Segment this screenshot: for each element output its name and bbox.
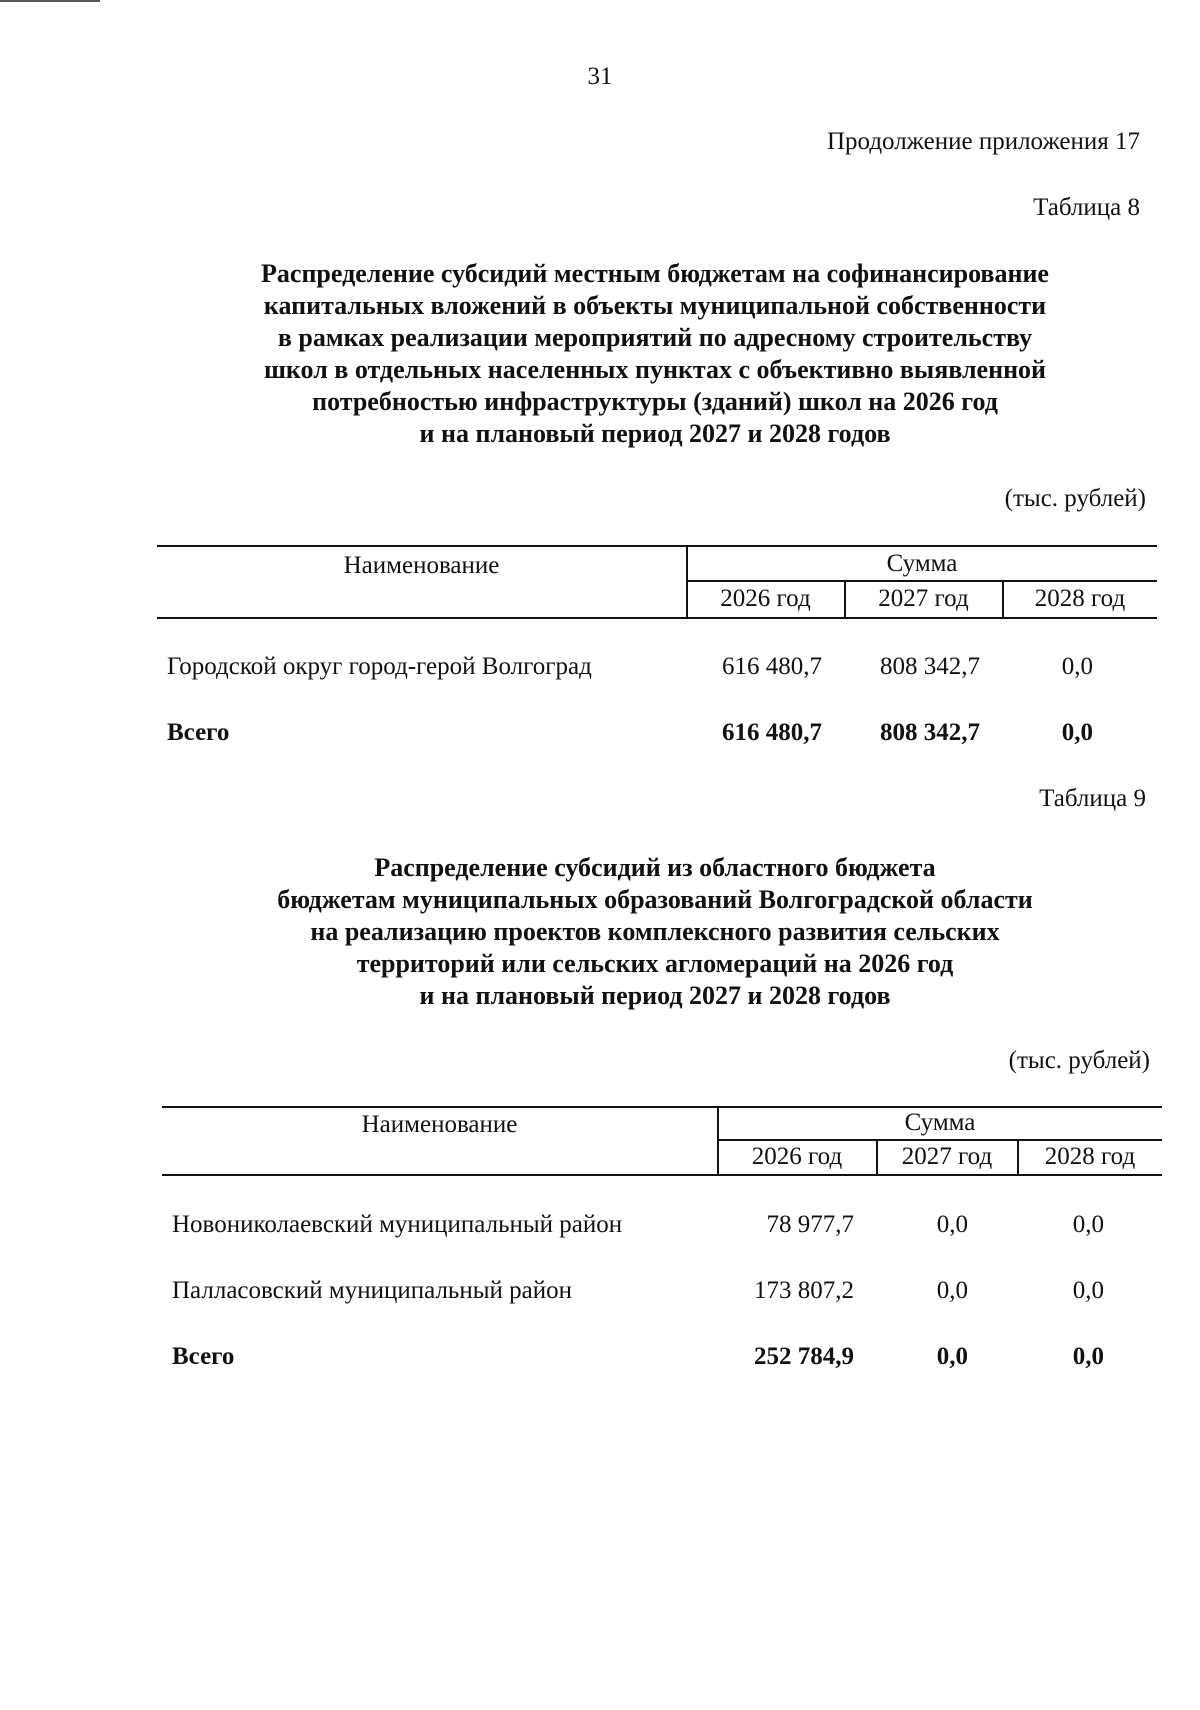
table9-title [110, 852, 1200, 1012]
table9-header-year: 2027 год [901, 1143, 993, 1170]
table8-row-value: 0,0 [1061, 653, 1093, 680]
table8-header-year: 2028 год [1034, 585, 1126, 612]
table9-title-line: территорий или сельских агломераций на 2026 год [356, 949, 954, 978]
table9-title-line: Распределение субсидий из областного бюджета [374, 853, 936, 882]
table9-total-label: Всего [172, 1343, 235, 1370]
table9-total-value: 0,0 [1072, 1343, 1104, 1370]
table9-title-line: бюджетам муниципальных образований Волгоградской области [277, 885, 1033, 914]
table8-sum-rule [687, 580, 1157, 582]
table9-row-name: Палласовский муниципальный район [172, 1277, 572, 1304]
table8-total-value: 616 480,7 [722, 719, 822, 746]
table9-row-value: 173 807,2 [754, 1277, 854, 1304]
table8-total-label: Всего [167, 719, 230, 746]
table8-title-line: школ в отдельных населенных пунктах с объективно выявленной [263, 355, 1047, 384]
table8-header-year: 2026 год [720, 585, 811, 612]
table9-row-value: 0,0 [936, 1277, 968, 1304]
table9-title-line: и на плановый период 2027 и 2028 годов [419, 981, 891, 1010]
table9-total-value: 252 784,9 [754, 1343, 854, 1370]
table8-header-name: Наименование [343, 552, 500, 579]
table9-row-name: Новониколаевский муниципальный район [172, 1211, 623, 1238]
table9-row-value: 0,0 [1072, 1211, 1104, 1238]
table9-header-name: Наименование [361, 1111, 518, 1138]
table9-units: (тыс. рублей) [1008, 1047, 1150, 1074]
table9-label: Таблица 9 [1039, 785, 1146, 812]
table8-title-line: капитальных вложений в объекты муниципальной собственности [263, 291, 1047, 320]
table8-title [110, 258, 1200, 450]
table9-row-value: 0,0 [936, 1211, 968, 1238]
table8-row-value: 808 342,7 [880, 653, 980, 680]
table9-header-bottom-rule [162, 1174, 1162, 1176]
table8-row-value: 616 480,7 [722, 653, 822, 680]
table9-title-line: на реализацию проектов комплексного развития сельских [310, 917, 1000, 946]
table9-header-year: 2026 год [751, 1143, 843, 1170]
table8-title-line: и на плановый период 2027 и 2028 годов [419, 419, 891, 448]
table9-header-year: 2028 год [1044, 1143, 1136, 1170]
table8-row-name: Городской округ город-герой Волгоград [167, 653, 592, 680]
table8-top-rule [157, 545, 1157, 547]
table9-header-sum: Сумма [904, 1109, 976, 1136]
appendix-note: Продолжение приложения 17 [826, 128, 1140, 155]
table8-units: (тыс. рублей) [1004, 485, 1146, 512]
table8-title-line: в рамках реализации мероприятий по адресному строительству [277, 323, 1033, 352]
table9-row-value: 0,0 [1072, 1277, 1104, 1304]
table8-title-line: Распределение субсидий местным бюджетам на софинансирование [261, 259, 1049, 288]
table9-total-value: 0,0 [936, 1343, 968, 1370]
table8-total-value: 808 342,7 [880, 719, 980, 746]
table8-total-value: 0,0 [1061, 719, 1093, 746]
page-number: 31 [587, 63, 613, 90]
table8-header-sum: Сумма [886, 550, 958, 577]
table8-header-year: 2027 год [878, 585, 969, 612]
table8-label: Таблица 8 [1033, 194, 1140, 221]
table8-title-line: потребностью инфраструктуры (зданий) школ на 2026 год [312, 387, 998, 416]
table9-sum-rule [718, 1139, 1162, 1141]
scan-edge-mark [0, 0, 100, 2]
table9-row-value: 78 977,7 [766, 1211, 854, 1238]
table8-header-bottom-rule [157, 617, 1157, 619]
